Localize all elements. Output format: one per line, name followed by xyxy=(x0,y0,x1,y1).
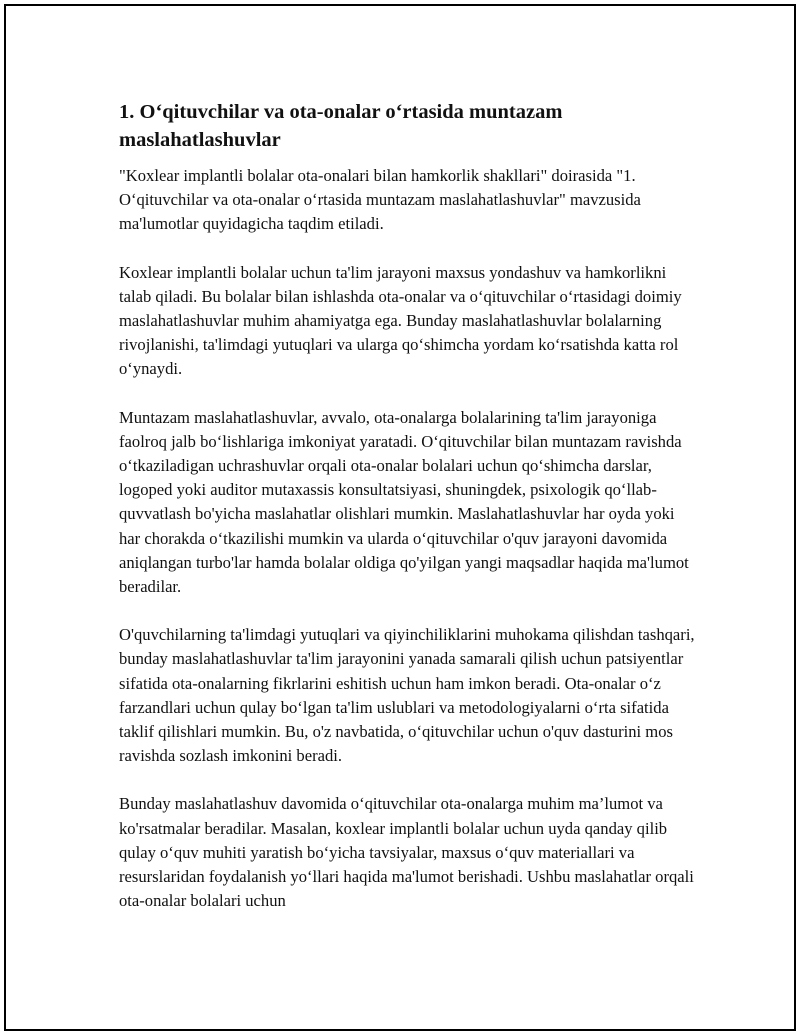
document-body xyxy=(119,98,699,937)
paragraph-4: O'quvchilarning ta'limdagi yutuqlari va qiyinchiliklarini muhokama qilishdan tashqari, bunday maslahatlashuvlar ta'lim jarayonini yanada samarali qilish uchun patsiyentlar sifatida ota-onalarning fikrlarini eshitish uchun ham imkon beradi. Ota-onalar o‘z farzandlari uchun qulay bo‘lgan ta'lim uslublari va metodologiyalarni o‘rta sifatida taklif qilishlari mumkin. Bu, o'z navbatida, o‘qituvchilar uchun o'quv dasturini mos ravishda sozlash imkonini beradi. xyxy=(119,625,695,766)
paragraph-5: Bunday maslahatlashuv davomida o‘qituvchilar ota-onalarga muhim ma’lumot va ko'rsatmalar beradilar. Masalan, koxlear implantli bolalar uchun uyda qanday qilib qulay o‘quv muhiti yaratish bo‘yicha tavsiyalar, maxsus o‘quv materiallari va resurslaridan foydalanish yo‘llari haqida ma'lumot berishadi. Ushbu maslahatlar orqali ota-onalar bolalari uchun xyxy=(119,794,694,911)
paragraph-intro: "Koxlear implantli bolalar ota-onalari bilan hamkorlik shakllari" doirasida "1. O‘qituvchilar va ota-onalar o‘rtasida muntazam maslahatlashuvlar" mavzusida ma'lumotlar quyidagicha taqdim etiladi. xyxy=(119,166,641,234)
paragraph-3: Muntazam maslahatlashuvlar, avvalo, ota-onalarga bolalarining ta'lim jarayoniga faolroq jalb bo‘lishlariga imkoniyat yaratadi. O‘qituvchilar bilan muntazam ravishda o‘tkaziladigan uchrashuvlar orqali ota-onalar bolalari uchun qo‘shimcha darslar, logoped yoki auditor mutaxassis konsultatsiyasi, shuningdek, psixologik qo‘llab-quvvatlash bo'yicha maslahatlar olishlari mumkin. Maslahatlashuvlar har oyda yoki har chorakda o‘tkazilishi mumkin va ularda o‘qituvchilar o'quv jarayoni davomida aniqlangan turbo'lar hamda bolalar oldiga qo'yilgan yangi maqsadlar haqida ma'lumot beradilar. xyxy=(119,407,689,597)
section-heading: 1. O‘qituvchilar va ota-onalar o‘rtasida muntazam maslahatlashuvlar xyxy=(119,101,563,151)
paragraph-2: Koxlear implantli bolalar uchun ta'lim jarayoni maxsus yondashuv va hamkorlikni talab qiladi. Bu bolalar bilan ishlashda ota-onalar va o‘qituvchilar o‘rtasidagi doimiy maslahatlashuvlar muhim ahamiyatga ega. Bunday maslahatlashuvlar bolalarning rivojlanishi, ta'limdagi yutuqlari va ularga qo‘shimcha yordam ko‘rsatishda katta rol o‘ynaydi. xyxy=(119,262,682,379)
page-frame xyxy=(4,4,796,1031)
